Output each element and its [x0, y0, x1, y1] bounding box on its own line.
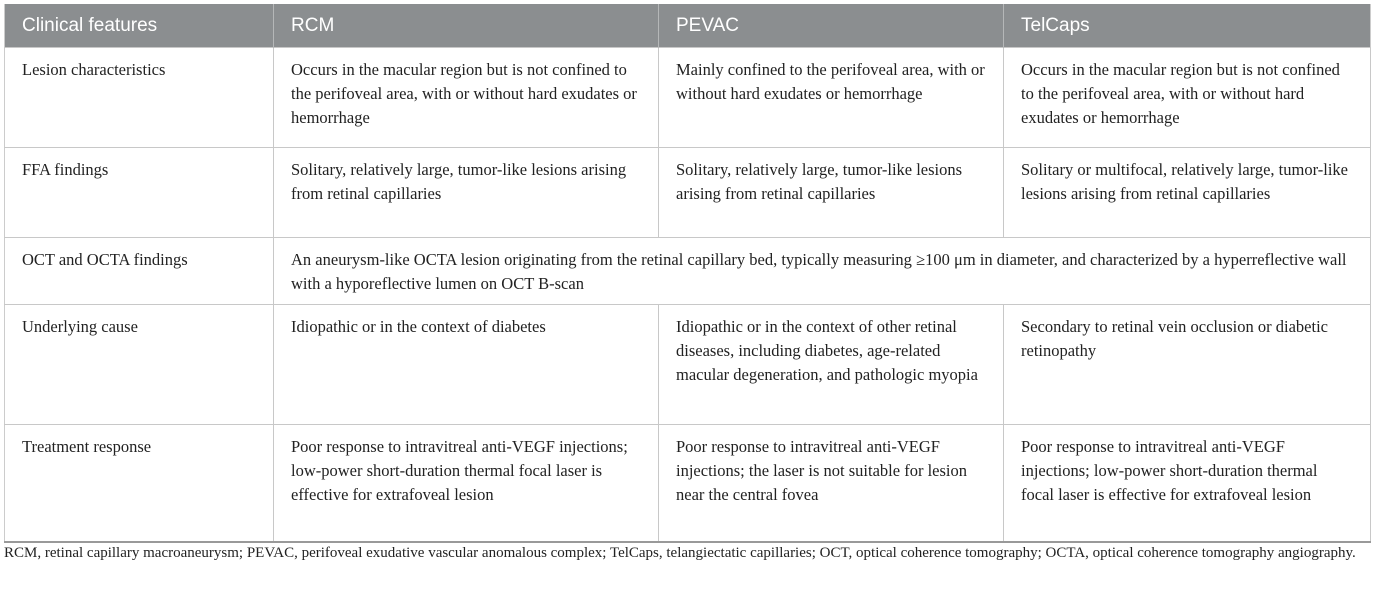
table-row: [5, 238, 1371, 305]
feature-cell: FFA findings: [5, 148, 274, 238]
table-row: [5, 305, 1371, 425]
comparison-table: [4, 4, 1371, 543]
pevac-cell: Solitary, relatively large, tumor-like lesions arising from retinal capillaries: [659, 148, 1004, 238]
comparison-table-container: [4, 4, 1370, 543]
rcm-cell: Poor response to intravitreal anti-VEGF injections; low-power short-duration thermal focal laser is effective for extrafoveal lesion: [274, 425, 659, 542]
rcm-cell: Occurs in the macular region but is not confined to the perifoveal area, with or without hard exudates or hemorrhage: [274, 48, 659, 148]
feature-cell: OCT and OCTA findings: [5, 238, 274, 305]
header-clinical-features: Clinical features: [5, 4, 274, 48]
rcm-cell: Solitary, relatively large, tumor-like lesions arising from retinal capillaries: [274, 148, 659, 238]
pevac-cell: Poor response to intravitreal anti-VEGF injections; the laser is not suitable for lesion near the central fovea: [659, 425, 1004, 542]
pevac-cell: Mainly confined to the perifoveal area, with or without hard exudates or hemorrhage: [659, 48, 1004, 148]
telcaps-cell: Occurs in the macular region but is not confined to the perifoveal area, with or without hard exudates or hemorrhage: [1004, 48, 1371, 148]
header-pevac: PEVAC: [659, 4, 1004, 48]
merged-cell: An aneurysm-like OCTA lesion originating from the retinal capillary bed, typically measuring ≥100 μm in diameter, and characterized by a hyperreflective wall with a hyporeflective lumen on OCT B-scan: [274, 238, 1371, 305]
pevac-cell: Idiopathic or in the context of other retinal diseases, including diabetes, age-related macular degeneration, and pathologic myopia: [659, 305, 1004, 425]
telcaps-cell: Solitary or multifocal, relatively large, tumor-like lesions arising from retinal capillaries: [1004, 148, 1371, 238]
table-row: [5, 425, 1371, 542]
rcm-cell: Idiopathic or in the context of diabetes: [274, 305, 659, 425]
telcaps-cell: Poor response to intravitreal anti-VEGF injections; low-power short-duration thermal focal laser is effective for extrafoveal lesion: [1004, 425, 1371, 542]
table-row: [5, 48, 1371, 148]
header-telcaps: TelCaps: [1004, 4, 1371, 48]
header-rcm: RCM: [274, 4, 659, 48]
header-row: [5, 4, 1371, 48]
table-row: [5, 148, 1371, 238]
feature-cell: Lesion characteristics: [5, 48, 274, 148]
table-footnote: RCM, retinal capillary macroaneurysm; PEVAC, perifoveal exudative vascular anomalous complex; TelCaps, telangiectatic capillaries; OCT, optical coherence tomography; OCTA, optical coherence tomography angiography.: [4, 545, 1356, 561]
feature-cell: Treatment response: [5, 425, 274, 542]
telcaps-cell: Secondary to retinal vein occlusion or diabetic retinopathy: [1004, 305, 1371, 425]
feature-cell: Underlying cause: [5, 305, 274, 425]
